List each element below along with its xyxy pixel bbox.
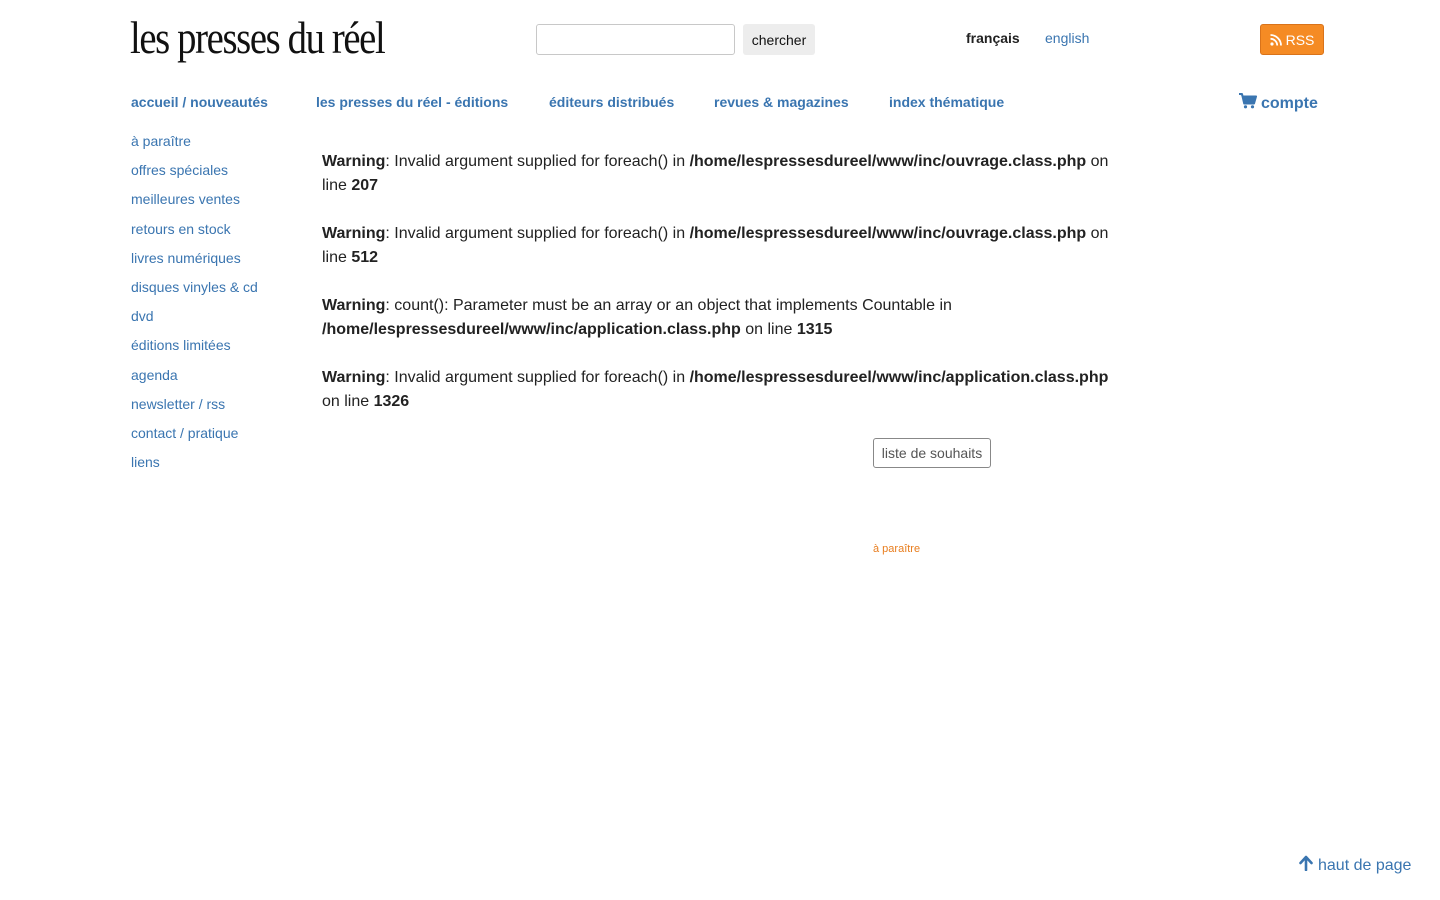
search-input[interactable] [536, 24, 735, 55]
sidebar-item-a-paraitre[interactable]: à paraître [131, 133, 191, 149]
warning-message: Warning: count(): Parameter must be an array or an object that implements Countable in /home/lespressesdureel/www/inc/application.class.php on line 1315 [322, 297, 952, 338]
rss-label: RSS [1285, 31, 1315, 48]
nav-item-editeurs-distribues[interactable]: éditeurs distribués [549, 94, 675, 110]
rss-icon [1270, 34, 1282, 46]
search-button[interactable]: chercher [743, 24, 815, 55]
sidebar-item-dvd[interactable]: dvd [131, 308, 154, 325]
nav-item-editions[interactable]: les presses du réel - éditions [316, 94, 509, 110]
sidebar-item-liens[interactable]: liens [131, 454, 160, 471]
sidebar-item-livres-numeriques[interactable]: livres numériques [131, 249, 241, 266]
language-francais[interactable]: français [966, 30, 1020, 46]
sidebar-item-retours-en-stock[interactable]: retours en stock [131, 220, 231, 237]
sidebar-item-meilleures-ventes[interactable]: meilleures ventes [131, 191, 240, 208]
sidebar-item-newsletter-rss[interactable]: newsletter / rss [131, 395, 226, 412]
warning-message: Warning: Invalid argument supplied for foreach() in /home/lespressesdureel/www/inc/application.class.php on line 1326 [322, 369, 1109, 410]
upcoming-link[interactable]: à paraître [873, 543, 921, 555]
warning-message: Warning: Invalid argument supplied for foreach() in /home/lespressesdureel/www/inc/ouvrage.class.php on line 512 [322, 225, 1109, 266]
sidebar-item-agenda[interactable]: agenda [131, 366, 178, 383]
sidebar-item-contact-pratique[interactable]: contact / pratique [131, 424, 239, 441]
cart-icon [1239, 93, 1257, 114]
account-link[interactable] [1239, 93, 1318, 114]
sidebar-item-editions-limitees[interactable]: éditions limitées [131, 337, 231, 354]
sidebar-item-offres-speciales[interactable]: offres spéciales [131, 162, 229, 179]
sidebar [131, 131, 258, 481]
nav-item-revues-magazines[interactable]: revues & magazines [714, 94, 849, 110]
arrow-up-icon [1299, 855, 1313, 876]
warning-message: Warning: Invalid argument supplied for foreach() in /home/lespressesdureel/www/inc/ouvrage.class.php on line 207 [322, 153, 1109, 194]
wishlist-button[interactable]: liste de souhaits [873, 438, 991, 468]
site-logo[interactable]: les presses du réel [130, 13, 385, 63]
nav-item-accueil[interactable]: accueil / nouveautés [131, 94, 268, 110]
back-to-top-link[interactable] [1299, 855, 1411, 876]
back-to-top-label: haut de page [1318, 856, 1412, 874]
nav-item-index-thematique[interactable]: index thématique [889, 94, 1005, 110]
sidebar-item-disques-vinyles[interactable]: disques vinyles & cd [131, 278, 258, 295]
php-warnings [322, 150, 1122, 438]
account-label: compte [1261, 94, 1318, 112]
language-english[interactable]: english [1045, 30, 1090, 46]
rss-button[interactable] [1260, 24, 1324, 55]
